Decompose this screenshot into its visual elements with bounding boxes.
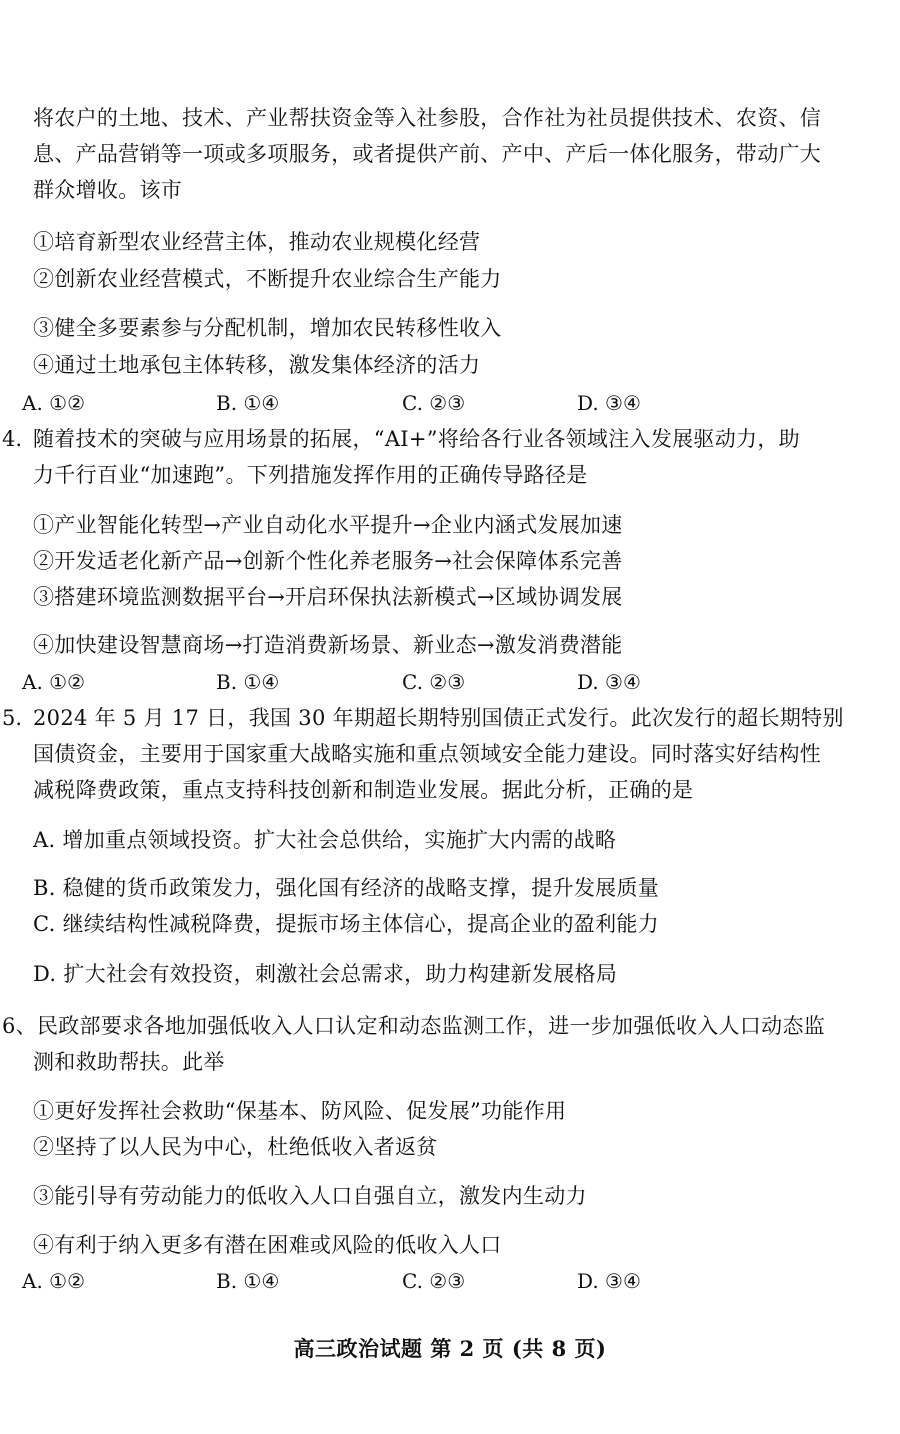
q3-option-a: A. ①② — [22, 391, 86, 415]
q4-option-d: D. ③④ — [577, 670, 641, 694]
q6-item: ③能引导有劳动能力的低收入人口自强自立，激发内生动力 — [33, 1184, 587, 1208]
q3-item: ①培育新型农业经营主体，推动农业规模化经营 — [33, 230, 481, 254]
q3-item: ③健全多要素参与分配机制，增加农民转移性收入 — [33, 316, 502, 340]
q4-stem-line: 随着技术的突破与应用场景的拓展，“AI+”将给各行业各领域注入发展驱动力，助 — [33, 427, 800, 451]
q3-item: ②创新农业经营模式，不断提升农业综合生产能力 — [33, 267, 502, 291]
q4-stem-line: 力千行百业“加速跑”。下列措施发挥作用的正确传导路径是 — [33, 463, 588, 487]
q3-option-c: C. ②③ — [402, 391, 466, 415]
q3-stem-line: 群众增收。该市 — [33, 178, 183, 202]
q3-stem-line: 息、产品营销等一项或多项服务，或者提供产前、产中、产后一体化服务，带动广大 — [33, 142, 822, 166]
q4-item: ③搭建环境监测数据平台→开启环保执法新模式→区域协调发展 — [33, 585, 623, 609]
q4-option-a: A. ①② — [22, 670, 86, 694]
q4-item: ②开发适老化新产品→创新个性化养老服务→社会保障体系完善 — [33, 549, 623, 573]
q5-choice-d: D. 扩大社会有效投资，刺激社会总需求，助力构建新发展格局 — [33, 962, 618, 986]
q5-choice-c: C. 继续结构性减税降费，提振市场主体信心，提高企业的盈利能力 — [33, 912, 659, 936]
q5-choice-a: A. 增加重点领域投资。扩大社会总供给，实施扩大内需的战略 — [33, 828, 617, 852]
q6-stem-line: 6、民政部要求各地加强低收入人口认定和动态监测工作，进一步加强低收入人口动态监 — [2, 1014, 826, 1038]
q4-option-b: B. ①④ — [216, 670, 280, 694]
q6-item: ④有利于纳入更多有潜在困难或风险的低收入人口 — [33, 1233, 502, 1257]
q4-option-c: C. ②③ — [402, 670, 466, 694]
q4-number: 4. — [2, 427, 23, 451]
q6-item: ②坚持了以人民为中心，杜绝低收入者返贫 — [33, 1135, 438, 1159]
q3-option-d: D. ③④ — [577, 391, 641, 415]
q6-item: ①更好发挥社会救助“保基本、防风险、促发展”功能作用 — [33, 1099, 567, 1123]
q6-option-b: B. ①④ — [216, 1269, 280, 1293]
q5-stem-line: 减税降费政策，重点支持科技创新和制造业发展。据此分析，正确的是 — [33, 778, 694, 802]
q6-stem-line: 测和救助帮扶。此举 — [33, 1050, 225, 1074]
q4-item: ④加快建设智慧商场→打造消费新场景、新业态→激发消费潜能 — [33, 633, 623, 657]
q3-stem-line: 将农户的土地、技术、产业帮扶资金等入社参股，合作社为社员提供技术、农资、信 — [33, 106, 822, 130]
q6-option-c: C. ②③ — [402, 1269, 466, 1293]
q3-item: ④通过土地承包主体转移，激发集体经济的活力 — [33, 353, 481, 377]
q4-item: ①产业智能化转型→产业自动化水平提升→企业内涵式发展加速 — [33, 513, 623, 537]
page-footer: 高三政治试题 第 2 页 (共 8 页) — [293, 1336, 607, 1361]
q5-choice-b: B. 稳健的货币政策发力，强化国有经济的战略支撑，提升发展质量 — [33, 876, 660, 900]
q6-option-a: A. ①② — [22, 1269, 86, 1293]
q5-stem-line: 国债资金，主要用于国家重大战略实施和重点领域安全能力建设。同时落实好结构性 — [33, 742, 822, 766]
q6-option-d: D. ③④ — [577, 1269, 641, 1293]
q5-stem-line: 2024 年 5 月 17 日，我国 30 年期超长期特别国债正式发行。此次发行的超长期特别 — [33, 706, 844, 730]
q5-number: 5. — [2, 706, 23, 730]
q3-option-b: B. ①④ — [216, 391, 280, 415]
